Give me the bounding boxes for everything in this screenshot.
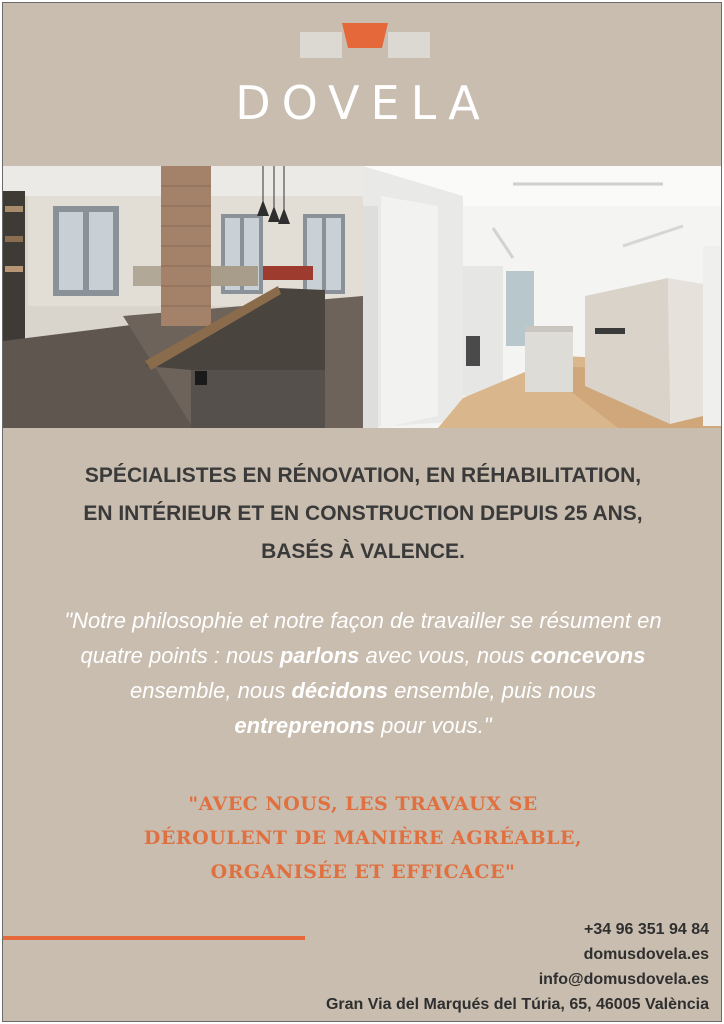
flyer-page [2,2,722,1022]
slogan-line: ORGANISÉE ET EFFICACE" [210,861,516,883]
interior-photo-loft [3,166,363,428]
slogan [3,787,722,889]
quote-line: ensemble, nous décidons ensemble, puis nous [130,678,596,703]
interior-photo-kitchen [363,166,722,428]
quote-line: quatre points : nous parlons avec vous, nous concevons [80,643,646,668]
headline-line: SPÉCIALISTES EN RÉNOVATION, EN RÉHABILITATION, [84,464,642,487]
quote-emphasis: concevons [530,643,646,668]
slogan-line: DÉROULENT DE MANIÈRE AGRÉABLE, [143,827,583,849]
email-link[interactable]: info@domusdovela.es [538,971,709,988]
phone-link[interactable]: +34 96 351 94 84 [583,921,709,938]
quote-line: entreprenons pour vous." [234,713,492,738]
quote-emphasis: parlons [279,643,360,668]
headline [3,457,722,571]
quote-emphasis: décidons [291,678,389,703]
headline-line: BASÉS À VALENCE. [261,540,465,563]
headline-line: EN INTÉRIEUR ET EN CONSTRUCTION DEPUIS 25 ANS, [83,502,643,525]
contact-block [229,917,709,1017]
quote-line: "Notre philosophie et notre façon de travailler se résument en [64,608,662,633]
brand-name: DOVELA [235,76,491,130]
slogan-line: "AVEC NOUS, LES TRAVAUX SE [188,793,538,815]
quote-emphasis: entreprenons [234,713,375,738]
address-text: Gran Via del Marqués del Túria, 65, 46005 València [325,996,709,1013]
philosophy-quote [3,603,722,743]
dovela-logo-icon [300,23,430,59]
website-link[interactable]: domusdovela.es [583,946,709,963]
